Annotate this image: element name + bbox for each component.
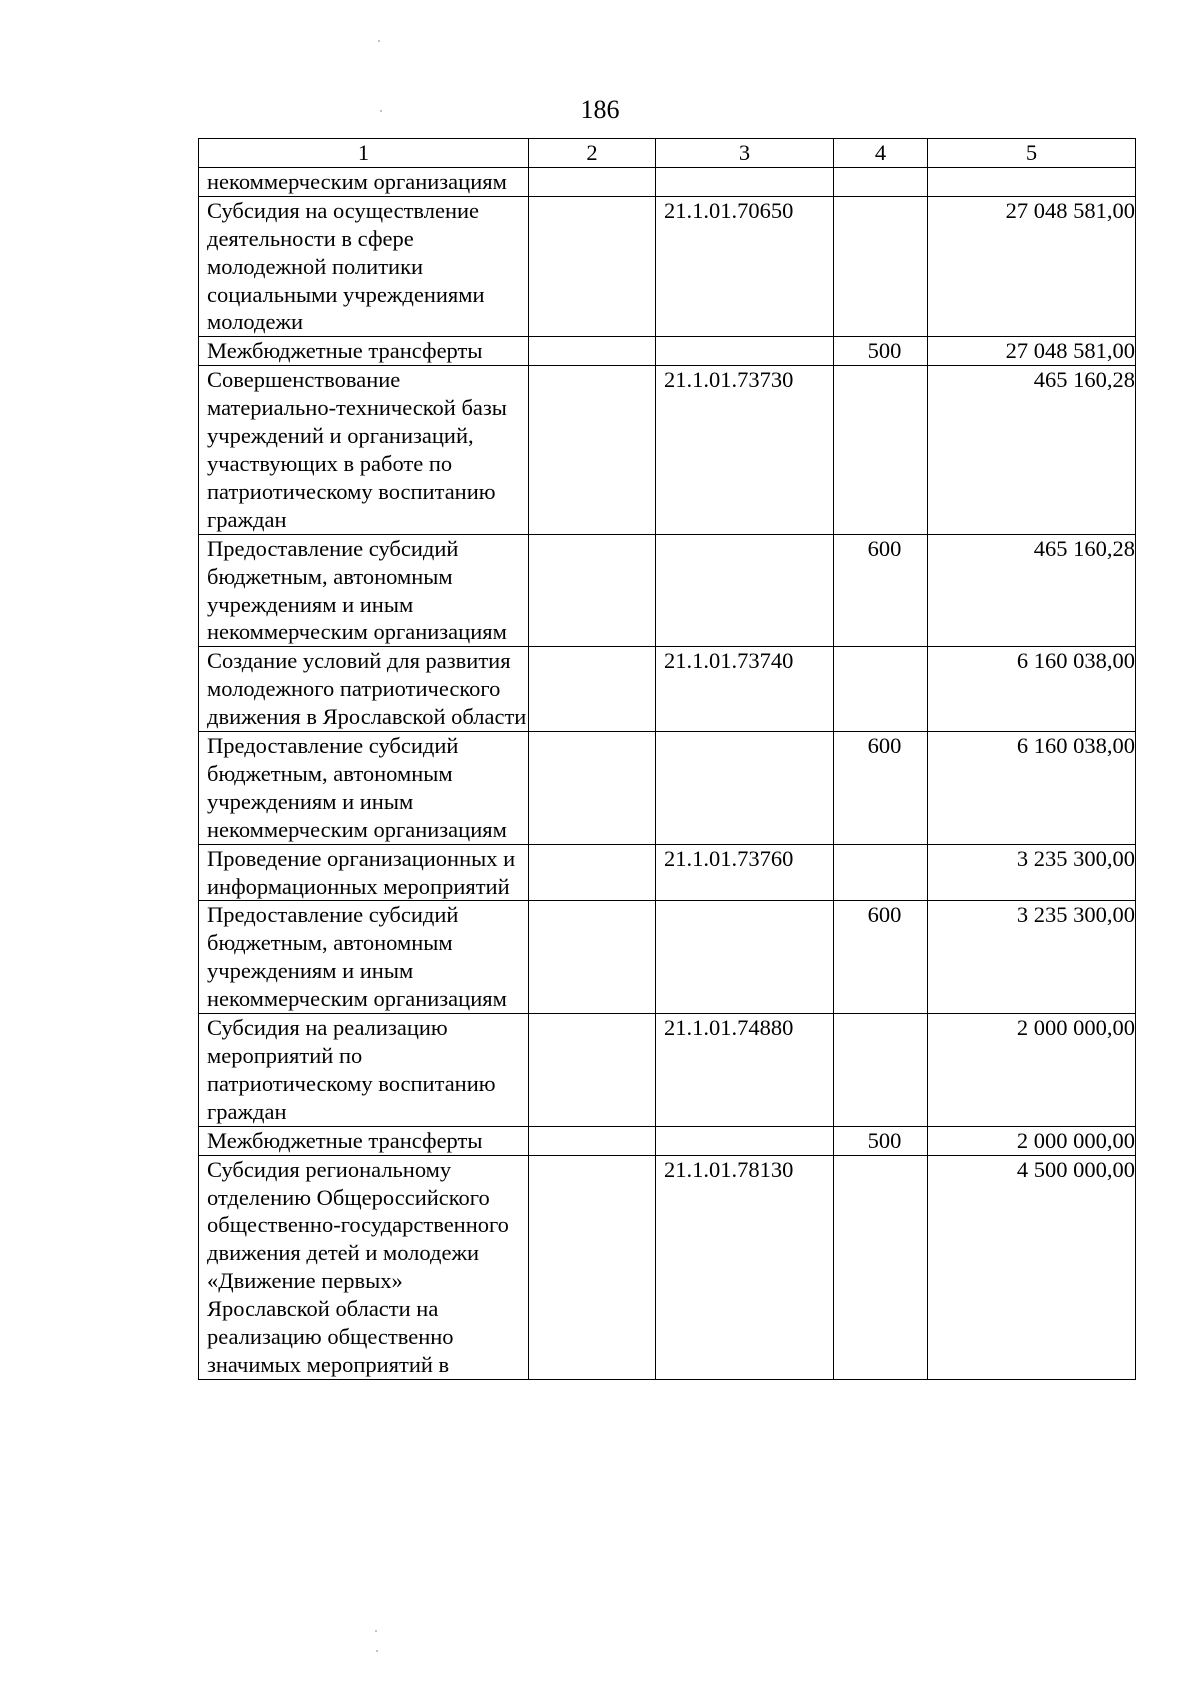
cell-name: Субсидия региональному отделению Общероссийского общественно-государственного движения детей и молодежи «Движение первых» Ярославской области на реализацию общественно значимых мероприятий в bbox=[199, 1155, 529, 1379]
cell-col2 bbox=[529, 1155, 656, 1379]
scan-artifact bbox=[378, 40, 380, 42]
cell-code: 21.1.01.73730 bbox=[656, 366, 834, 534]
cell-amount: 27 048 581,00 bbox=[928, 337, 1136, 366]
cell-name: Межбюджетные трансферты bbox=[199, 1126, 529, 1155]
cell-name: Проведение организационных и информационных мероприятий bbox=[199, 844, 529, 901]
cell-type bbox=[834, 167, 928, 196]
cell-code: 21.1.01.74880 bbox=[656, 1014, 834, 1127]
cell-name: Межбюджетные трансферты bbox=[199, 337, 529, 366]
scan-artifact bbox=[375, 1630, 377, 1632]
cell-col2 bbox=[529, 732, 656, 845]
cell-type bbox=[834, 1155, 928, 1379]
scan-artifact bbox=[380, 110, 382, 112]
cell-name: Предоставление субсидий бюджетным, автономным учреждениям и иным некоммерческим организациям bbox=[199, 534, 529, 647]
cell-code bbox=[656, 901, 834, 1014]
cell-type bbox=[834, 844, 928, 901]
table-row bbox=[199, 1014, 1136, 1127]
table-header bbox=[199, 139, 1136, 168]
cell-amount: 6 160 038,00 bbox=[928, 647, 1136, 732]
cell-amount: 465 160,28 bbox=[928, 534, 1136, 647]
cell-type: 600 bbox=[834, 534, 928, 647]
cell-code: 21.1.01.73740 bbox=[656, 647, 834, 732]
page-number: 186 bbox=[580, 95, 620, 124]
cell-col2 bbox=[529, 366, 656, 534]
column-header-4: 4 bbox=[834, 139, 928, 168]
cell-col2 bbox=[529, 1014, 656, 1127]
cell-code bbox=[656, 167, 834, 196]
cell-col2 bbox=[529, 1126, 656, 1155]
cell-col2 bbox=[529, 337, 656, 366]
cell-type: 500 bbox=[834, 337, 928, 366]
table-row bbox=[199, 337, 1136, 366]
table-body bbox=[199, 167, 1136, 1379]
table-row bbox=[199, 167, 1136, 196]
cell-col2 bbox=[529, 167, 656, 196]
cell-name: Совершенствование материально-технической базы учреждений и организаций, участвующих в работе по патриотическому воспитанию граждан bbox=[199, 366, 529, 534]
cell-name: Создание условий для развития молодежного патриотического движения в Ярославской области bbox=[199, 647, 529, 732]
cell-code bbox=[656, 337, 834, 366]
scan-artifact bbox=[376, 1650, 378, 1652]
cell-col2 bbox=[529, 844, 656, 901]
table-row bbox=[199, 1155, 1136, 1379]
cell-code: 21.1.01.78130 bbox=[656, 1155, 834, 1379]
table-row bbox=[199, 647, 1136, 732]
cell-name: Субсидия на осуществление деятельности в сфере молодежной политики социальными учреждениями молодежи bbox=[199, 196, 529, 337]
table-row bbox=[199, 196, 1136, 337]
cell-col2 bbox=[529, 901, 656, 1014]
column-header-3: 3 bbox=[656, 139, 834, 168]
cell-amount: 27 048 581,00 bbox=[928, 196, 1136, 337]
cell-type bbox=[834, 196, 928, 337]
cell-code bbox=[656, 732, 834, 845]
cell-amount: 3 235 300,00 bbox=[928, 844, 1136, 901]
table-row bbox=[199, 844, 1136, 901]
cell-type: 600 bbox=[834, 732, 928, 845]
cell-code: 21.1.01.73760 bbox=[656, 844, 834, 901]
cell-name: Предоставление субсидий бюджетным, автономным учреждениям и иным некоммерческим организациям bbox=[199, 732, 529, 845]
column-header-5: 5 bbox=[928, 139, 1136, 168]
column-header-1: 1 bbox=[199, 139, 529, 168]
cell-amount: 4 500 000,00 bbox=[928, 1155, 1136, 1379]
cell-code bbox=[656, 534, 834, 647]
table-row bbox=[199, 732, 1136, 845]
cell-amount: 3 235 300,00 bbox=[928, 901, 1136, 1014]
cell-amount: 2 000 000,00 bbox=[928, 1126, 1136, 1155]
cell-type: 600 bbox=[834, 901, 928, 1014]
cell-col2 bbox=[529, 647, 656, 732]
table-row bbox=[199, 534, 1136, 647]
cell-name: некоммерческим организациям bbox=[199, 167, 529, 196]
cell-type bbox=[834, 366, 928, 534]
cell-col2 bbox=[529, 196, 656, 337]
cell-amount: 2 000 000,00 bbox=[928, 1014, 1136, 1127]
table-row bbox=[199, 366, 1136, 534]
cell-name: Субсидия на реализацию мероприятий по патриотическому воспитанию граждан bbox=[199, 1014, 529, 1127]
header-row bbox=[199, 139, 1136, 168]
cell-col2 bbox=[529, 534, 656, 647]
budget-table bbox=[198, 138, 1136, 1380]
cell-type bbox=[834, 1014, 928, 1127]
cell-amount: 465 160,28 bbox=[928, 366, 1136, 534]
cell-amount bbox=[928, 167, 1136, 196]
cell-name: Предоставление субсидий бюджетным, автономным учреждениям и иным некоммерческим организациям bbox=[199, 901, 529, 1014]
table-row bbox=[199, 1126, 1136, 1155]
cell-code: 21.1.01.70650 bbox=[656, 196, 834, 337]
cell-type bbox=[834, 647, 928, 732]
cell-amount: 6 160 038,00 bbox=[928, 732, 1136, 845]
cell-type: 500 bbox=[834, 1126, 928, 1155]
table-row bbox=[199, 901, 1136, 1014]
cell-code bbox=[656, 1126, 834, 1155]
column-header-2: 2 bbox=[529, 139, 656, 168]
